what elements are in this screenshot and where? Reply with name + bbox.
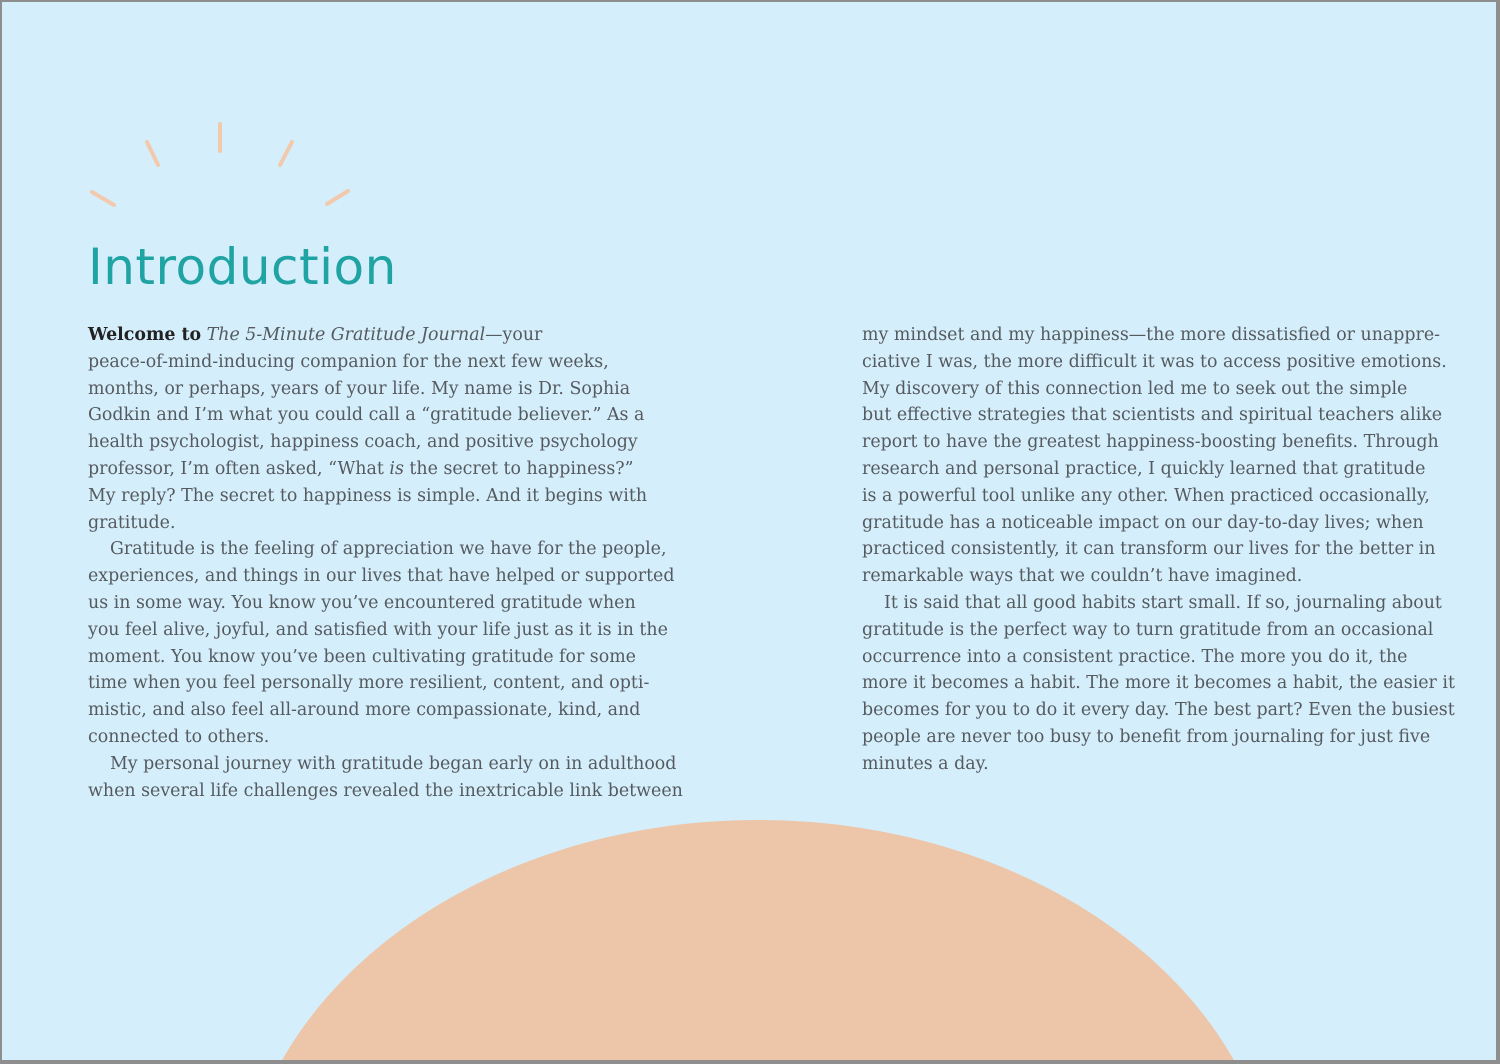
text-line: mistic, and also feel all-around more compassionate, kind, and [88, 700, 641, 721]
text-line: It is said that all good habits start small. If so, journaling about [884, 592, 1442, 613]
text-line: gratitude is the perfect way to turn gratitude from an occasional [862, 619, 1434, 640]
book-spread [2, 2, 1496, 1060]
sun-ray [92, 192, 114, 205]
question-emphasis: is [389, 458, 404, 479]
text-line: time when you feel personally more resilient, content, and opti- [88, 673, 650, 694]
text-line: report to have the greatest happiness-boosting benefits. Through [862, 432, 1439, 453]
text-line: moment. You know you’ve been cultivating gratitude for some [88, 646, 636, 667]
text-line: becomes for you to do it every day. The best part? Even the busiest [862, 700, 1455, 721]
text-line: remarkable ways that we couldn’t have imagined. [862, 566, 1303, 587]
question-text-after: the secret to happiness?” [403, 458, 634, 479]
lead-bold-text: Welcome to [88, 325, 202, 345]
lead-line [88, 322, 658, 349]
text-line: My personal journey with gratitude began early on in adulthood [110, 753, 677, 774]
text-line: gratitude has a noticeable impact on our day-to-day lives; when [862, 512, 1424, 533]
text-line: practiced consistently, it can transform our lives for the better in [862, 539, 1436, 560]
text-line: Gratitude is the feeling of appreciation we have for the people, [110, 539, 667, 560]
text-line: Godkin and I’m what you could call a “gratitude believer.” As a [88, 405, 645, 426]
question-line [88, 456, 658, 483]
book-title-text: The 5-Minute Gratitude Journal [206, 325, 486, 345]
left-column [88, 322, 683, 804]
sun-ray [147, 142, 158, 165]
text-line: experiences, and things in our lives that have helped or supported [88, 566, 675, 587]
sun-shape [238, 820, 1278, 1060]
text-line: occurrence into a consistent practice. The more you do it, the [862, 646, 1408, 667]
sun-rays-icon [82, 112, 372, 222]
question-text-before: professor, I’m often asked, “What [88, 458, 390, 479]
text-line: you feel alive, joyful, and satisfied with your life just as it is in the [88, 619, 668, 640]
lead-rest-text: —your [485, 325, 543, 345]
sun-ray [327, 191, 348, 204]
text-line: connected to others. [88, 726, 270, 747]
text-line: but effective strategies that scientists and spiritual teachers alike [862, 405, 1443, 426]
sun-ray [280, 142, 292, 165]
text-line: research and personal practice, I quickly learned that gratitude [862, 458, 1426, 479]
text-line: peace-of-mind-inducing companion for the next few weeks, [88, 351, 609, 372]
text-line: My discovery of this connection led me to seek out the simple [862, 378, 1408, 399]
text-line: my mindset and my happiness—the more dissatisfied or unappre- [862, 325, 1441, 345]
text-line: health psychologist, happiness coach, and positive psychology [88, 432, 638, 453]
text-line: ciative I was, the more difficult it was to access positive emotions. [862, 351, 1447, 372]
text-line: when several life challenges revealed the inextricable link between [88, 780, 683, 801]
text-line: is a powerful tool unlike any other. When practiced occasionally, [862, 485, 1430, 506]
text-line: My reply? The secret to happiness is simple. And it begins with [88, 485, 648, 506]
text-line: more it becomes a habit. The more it becomes a habit, the easier it [862, 673, 1455, 694]
right-column [862, 322, 1455, 778]
text-line: minutes a day. [862, 753, 989, 774]
text-line: months, or perhaps, years of your life. My name is Dr. Sophia [88, 378, 631, 399]
text-line: gratitude. [88, 512, 176, 533]
page-title: Introduction [88, 238, 397, 296]
text-line: us in some way. You know you’ve encountered gratitude when [88, 592, 636, 613]
text-line: people are never too busy to benefit from journaling for just five [862, 726, 1431, 747]
